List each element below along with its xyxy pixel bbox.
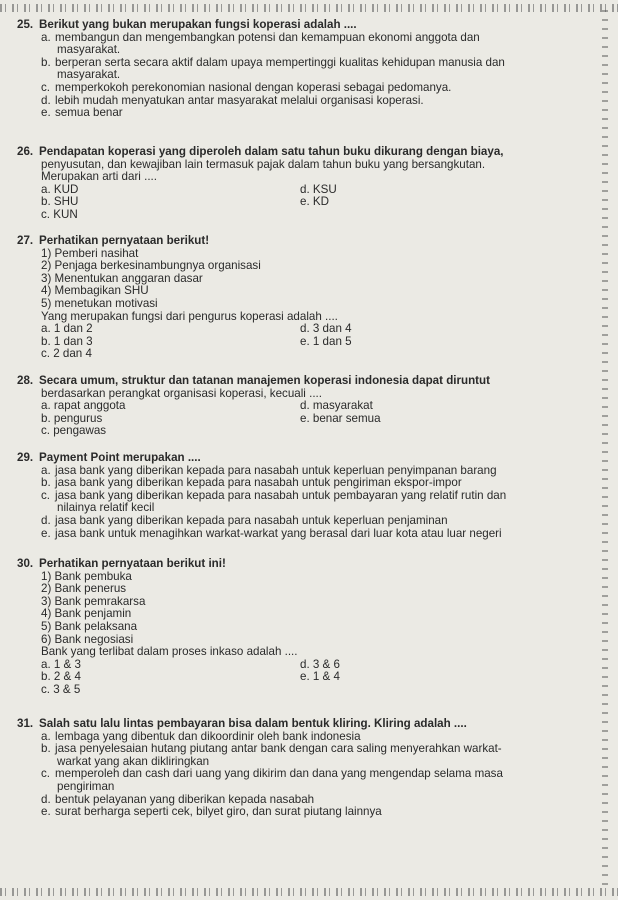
statement-item: 1) Pemberi nasihat — [41, 246, 139, 260]
statement-item: 5) Bank pelaksana — [41, 619, 138, 633]
option-c[interactable]: c. 3 & 5 — [41, 682, 81, 696]
question-text: Perhatikan pernyataan berikut ini! — [39, 557, 226, 570]
option-e[interactable]: e. 1 dan 5 — [300, 334, 352, 348]
question-25 — [17, 19, 582, 120]
option-c[interactable]: c. jasa bank yang diberikan kepada para nasabah untuk pembayaran yang relatif rutin dan — [41, 488, 507, 502]
question-text: Salah satu lalu lintas pembayaran bisa dalam bentuk kliring. Kliring adalah .... — [39, 717, 467, 730]
statement-item: 3) Menentukan anggaran dasar — [41, 271, 203, 285]
option-a[interactable]: a. membangun dan mengembangkan potensi dan kemampuan ekonomi anggota dan — [41, 30, 480, 44]
option-e[interactable]: e. jasa bank untuk menagihkan warkat-warkat yang berasal dari luar kota atau luar negeri — [41, 526, 502, 540]
statement-item: 2) Penjaga berkesinambungnya organisasi — [41, 259, 261, 273]
question-text: Pendapatan koperasi yang diperoleh dalam satu tahun buku dikurang dengan biaya, — [39, 145, 504, 158]
question-29 — [17, 452, 582, 540]
option-b-continuation: warkat yang akan dikliringkan — [57, 754, 210, 768]
statement-item: 4) Membagikan SHU — [41, 284, 149, 298]
option-a[interactable]: a. lembaga yang dibentuk dan dikoordinir oleh bank indonesia — [41, 729, 361, 743]
statement-item: 5) menetukan motivasi — [41, 296, 158, 310]
option-e[interactable]: e. surat berharga seperti cek, bilyet giro, dan surat piutang lainnya — [41, 805, 382, 819]
option-a[interactable]: a. KUD — [41, 182, 79, 196]
option-c-continuation: pengiriman — [57, 779, 115, 793]
option-b-continuation: masyarakat. — [57, 68, 121, 82]
question-text: Secara umum, struktur dan tatanan manajemen koperasi indonesia dapat diruntut — [39, 374, 490, 387]
question-text: Perhatikan pernyataan berikut! — [39, 234, 210, 247]
question-number: 30. — [17, 557, 34, 570]
question-stem: Yang merupakan fungsi dari pengurus koperasi adalah .... — [41, 309, 338, 323]
question-26 — [17, 146, 582, 222]
option-d[interactable]: d. 3 dan 4 — [300, 322, 352, 336]
option-c[interactable]: c. KUN — [41, 207, 78, 221]
question-number: 27. — [17, 234, 34, 247]
option-a[interactable]: a. 1 dan 2 — [41, 322, 93, 336]
question-27 — [17, 235, 582, 361]
option-d[interactable]: d. masyarakat — [300, 399, 373, 413]
question-text-continuation: penyusutan, dan kewajiban lain termasuk pajak dalam tahun buku yang bersangkutan. — [41, 157, 486, 171]
option-b[interactable]: b. jasa bank yang diberikan kepada para nasabah untuk pengiriman ekspor-impor — [41, 476, 462, 490]
option-e[interactable]: e. 1 & 4 — [300, 670, 340, 684]
option-c[interactable]: c. pengawas — [41, 424, 107, 438]
option-a[interactable]: a. 1 & 3 — [41, 657, 81, 671]
option-c[interactable]: c. memperoleh dan cash dari uang yang dikirim dan dana yang mengendap selama masa — [41, 767, 503, 781]
question-30 — [17, 558, 582, 697]
option-a[interactable]: a. rapat anggota — [41, 399, 126, 413]
question-number: 28. — [17, 374, 34, 387]
question-number: 29. — [17, 451, 34, 464]
option-e[interactable]: e. benar semua — [300, 411, 381, 425]
option-b[interactable]: b. 2 & 4 — [41, 670, 81, 684]
option-c[interactable]: c. 2 dan 4 — [41, 347, 92, 361]
option-b[interactable]: b. jasa penyelesaian hutang piutang antar bank dengan cara saling menyerahkan warkat- — [41, 742, 502, 756]
statement-item: 2) Bank penerus — [41, 582, 127, 596]
option-b[interactable]: b. SHU — [41, 195, 79, 209]
option-a[interactable]: a. jasa bank yang diberikan kepada para nasabah untuk keperluan penyimpanan barang — [41, 463, 497, 477]
option-b[interactable]: b. 1 dan 3 — [41, 334, 93, 348]
statement-item: 6) Bank negosiasi — [41, 632, 134, 646]
option-c-continuation: nilainya relatif kecil — [57, 501, 155, 515]
statement-item: 3) Bank pemrakarsa — [41, 594, 146, 608]
question-31 — [17, 718, 582, 819]
option-e[interactable]: e. KD — [300, 195, 329, 209]
option-b[interactable]: b. berperan serta secara aktif dalam upaya mempertinggi kualitas kehidupan manusia dan — [41, 55, 505, 69]
question-number: 26. — [17, 145, 34, 158]
option-d[interactable]: d. KSU — [300, 182, 337, 196]
question-text: Berikut yang bukan merupakan fungsi koperasi adalah .... — [39, 18, 357, 31]
question-stem: Bank yang terlibat dalam proses inkaso adalah .... — [41, 645, 298, 659]
statement-item: 1) Bank pembuka — [41, 569, 132, 583]
option-b[interactable]: b. pengurus — [41, 411, 103, 425]
question-number: 25. — [17, 18, 34, 31]
question-stem: Merupakan arti dari .... — [41, 170, 157, 184]
option-c[interactable]: c. memperkokoh perekonomian nasional dengan koperasi sebagai pedomanya. — [41, 80, 452, 94]
option-d[interactable]: d. 3 & 6 — [300, 657, 340, 671]
question-stem: berdasarkan perangkat organisasi koperasi, kecuali .... — [41, 386, 322, 400]
statement-item: 4) Bank penjamin — [41, 607, 132, 621]
option-d[interactable]: d. jasa bank yang diberikan kepada para nasabah untuk keperluan penjaminan — [41, 513, 448, 527]
option-d[interactable]: d. bentuk pelayanan yang diberikan kepada nasabah — [41, 792, 315, 806]
option-d[interactable]: d. lebih mudah menyatukan antar masyarakat melalui organisasi koperasi. — [41, 93, 424, 107]
option-e[interactable]: e. semua benar — [41, 106, 123, 120]
question-number: 31. — [17, 717, 34, 730]
question-text: Payment Point merupakan .... — [39, 451, 201, 464]
question-28 — [17, 375, 582, 438]
option-a-continuation: masyarakat. — [57, 43, 121, 57]
